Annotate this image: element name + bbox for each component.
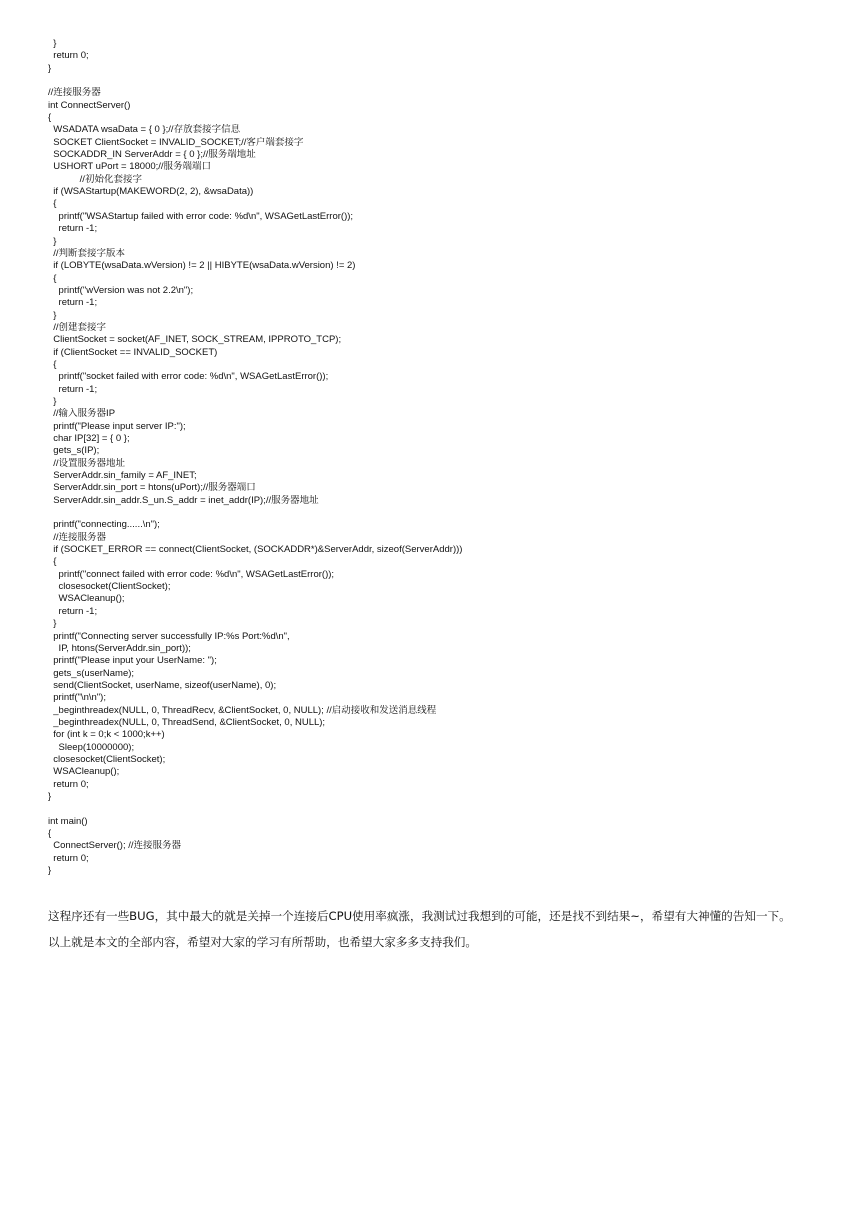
code-line: } [48,62,52,74]
code-line: { [48,112,52,124]
code-line: printf("\n\n"); [48,692,106,704]
code-line: //设置服务器地址 [48,457,126,469]
code-line: char IP[32] = { 0 }; [48,433,130,444]
code-line: printf("Please input server IP:"); [48,420,186,432]
code-line: return -1; [48,223,98,235]
code-line: { [48,272,57,284]
code-line: for (int k = 0;k < 1000;k++) [48,729,165,741]
code-line: } [48,309,57,321]
code-line: //创建套接字 [48,321,107,333]
code-line: ServerAddr.sin_family = AF_INET; [48,470,197,482]
code-line: } [48,38,57,49]
code-line: } [48,235,57,247]
code-line: } [48,395,57,407]
code-line: _beginthreadex(NULL, 0, ThreadRecv, &ClientSocket, 0, NULL); //启动接收和发送消息线程 [48,704,437,716]
code-line: //连接服务器 [48,531,107,543]
code-line: return 0; [48,778,89,790]
code-line: printf("WSAStartup failed with error code: %d\n", WSAGetLastError()); [48,210,354,222]
code-block [48,38,828,877]
code-line: closesocket(ClientSocket); [48,753,166,765]
code-line: Sleep(10000000); [48,741,135,753]
code-line: _beginthreadex(NULL, 0, ThreadSend, &ClientSocket, 0, NULL); [48,716,326,728]
code-line: send(ClientSocket, userName, sizeof(userName), 0); [48,679,277,691]
code-line: printf("connecting......\n"); [48,519,160,531]
code-line [48,507,828,519]
code-line: WSACleanup(); [48,766,120,778]
code-line: ClientSocket = socket(AF_INET, SOCK_STREAM, IPPROTO_TCP); [48,334,342,346]
code-line: return -1; [48,605,98,617]
code-line: int main() [48,815,88,827]
code-line: if (WSAStartup(MAKEWORD(2, 2), &wsaData)) [48,186,254,198]
code-line: ServerAddr.sin_port = htons(uPort);//服务器端口 [48,482,256,494]
code-line: } [48,790,52,802]
code-line [48,75,828,87]
closing-paragraph: 以上就是本文的全部内容，希望对大家的学习有所帮助，也希望大家多多支持我们。 [48,935,477,949]
code-line: } [48,865,52,877]
code-line: SOCKADDR_IN ServerAddr = { 0 };//服务端地址 [48,149,256,161]
code-line: SOCKET ClientSocket = INVALID_SOCKET;//客户端套接字 [48,136,304,148]
code-line: return 0; [48,50,89,62]
code-line: if (ClientSocket == INVALID_SOCKET) [48,346,218,358]
code-line: return 0; [48,852,89,864]
code-line: //连接服务器 [48,87,101,99]
code-line: if (SOCKET_ERROR == connect(ClientSocket, (SOCKADDR*)&ServerAddr, sizeof(ServerAddr))) [48,544,463,556]
code-line: { [48,828,52,839]
code-line: } [48,618,57,630]
code-line: printf("wVersion was not 2.2\n"); [48,284,194,296]
code-line: IP, htons(ServerAddr.sin_port)); [48,642,191,654]
code-line: { [48,198,57,210]
bug-note-paragraph: 这程序还有一些BUG，其中最大的就是关掉一个连接后CPU使用率疯涨，我测试过我想到的可能，还是找不到结果~，希望有大神懂的告知一下。 [48,909,791,923]
code-line: closesocket(ClientSocket); [48,581,171,593]
code-line: return -1; [48,383,98,395]
code-line: printf("socket failed with error code: %d\n", WSAGetLastError()); [48,371,329,383]
code-line: { [48,358,57,370]
article-text [48,908,822,960]
code-line: printf("Connecting server successfully IP:%s Port:%d\n", [48,630,290,642]
code-line: if (LOBYTE(wsaData.wVersion) != 2 || HIBYTE(wsaData.wVersion) != 2) [48,260,356,272]
code-line: USHORT uPort = 18000;//服务端端口 [48,161,212,173]
code-line: ServerAddr.sin_addr.S_un.S_addr = inet_addr(IP);//服务器地址 [48,494,319,506]
code-line: //输入服务器IP [48,408,116,420]
code-line: WSADATA wsaData = { 0 };//存放套接字信息 [48,124,241,136]
code-line [48,803,828,815]
code-line: int ConnectServer() [48,99,131,111]
code-line: printf("Please input your UserName: "); [48,655,217,667]
code-line: { [48,556,57,568]
code-line: printf("connect failed with error code: %d\n", WSAGetLastError()); [48,568,335,580]
code-line: gets_s(userName); [48,667,135,679]
code-line: return -1; [48,297,98,309]
code-line: //初始化套接字 [48,173,142,185]
code-line: gets_s(IP); [48,445,100,457]
code-line: //判断套接字版本 [48,247,126,259]
code-line: WSACleanup(); [48,593,125,605]
code-line: ConnectServer(); //连接服务器 [48,840,182,852]
